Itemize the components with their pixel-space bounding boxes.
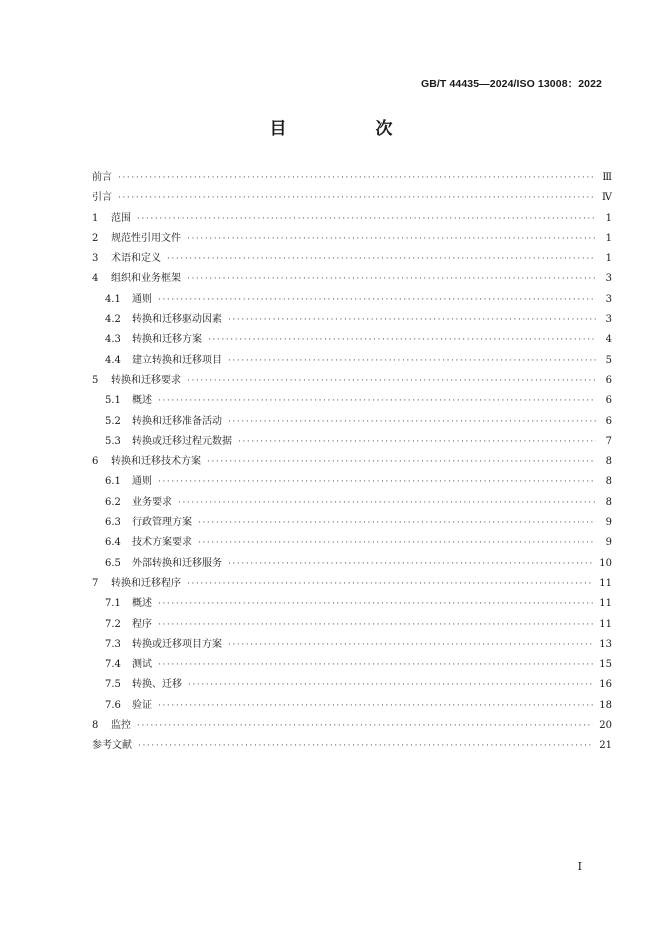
toc-entry-text: 转换或迁移项目方案 xyxy=(132,638,222,650)
toc-entry-number: 6 xyxy=(92,456,99,468)
toc-entry-text: 转换和迁移准备活动 xyxy=(132,415,222,427)
toc-entry-text: 术语和定义 xyxy=(111,253,161,265)
toc-leader-dots xyxy=(208,335,596,345)
toc-entry-number: 8 xyxy=(92,720,99,732)
toc-entry-label xyxy=(105,412,222,427)
toc-entry-page: 3 xyxy=(605,293,612,305)
toc-entry[interactable] xyxy=(92,188,612,208)
toc-entry-page: 3 xyxy=(605,273,612,285)
toc-entry[interactable] xyxy=(92,209,612,229)
toc-entry-number: 4 xyxy=(92,273,99,285)
standard-code: GB/T 44435—2024/ISO 13008：2022 xyxy=(420,78,602,90)
toc-leader-dots xyxy=(228,356,596,366)
toc-leader-dots xyxy=(137,214,596,224)
toc-entry[interactable] xyxy=(92,168,612,188)
toc-entry-number: 6.4 xyxy=(105,537,121,549)
toc-leader-dots xyxy=(158,701,593,711)
toc-entry-label xyxy=(105,432,232,447)
toc-entry-label xyxy=(92,249,161,264)
toc-leader-dots xyxy=(238,437,596,447)
toc-entry-label xyxy=(105,290,152,305)
toc-entry-text: 技术方案要求 xyxy=(132,537,192,549)
toc-entry-label xyxy=(92,269,181,284)
toc-entry-text: 转换和迁移驱动因素 xyxy=(132,314,222,326)
toc-entry[interactable] xyxy=(92,452,612,472)
toc-leader-dots xyxy=(228,640,593,650)
toc-entry-page: 1 xyxy=(605,253,612,265)
toc-entry-text: 转换、迁移 xyxy=(132,679,182,691)
toc-entry-label xyxy=(105,310,222,325)
toc-entry-page: 3 xyxy=(605,314,612,326)
toc-leader-dots xyxy=(118,173,596,183)
toc-entry-page: 11 xyxy=(599,598,612,610)
toc-entry-text: 程序 xyxy=(132,618,152,630)
toc-entry-label xyxy=(92,574,181,589)
toc-entry[interactable] xyxy=(92,615,612,635)
toc-entry[interactable] xyxy=(92,513,612,533)
toc-entry-text: 前言 xyxy=(92,172,112,183)
toc-entry-label xyxy=(105,513,192,528)
toc-entry-text: 建立转换和迁移项目 xyxy=(132,354,222,366)
toc-entry[interactable] xyxy=(92,330,612,350)
toc-entry-number: 6.5 xyxy=(105,557,121,569)
toc-entry-text: 转换和迁移技术方案 xyxy=(111,456,201,468)
toc-entry-label xyxy=(92,736,132,751)
toc-entry-text: 组织和业务框架 xyxy=(111,273,181,285)
toc-entry-label xyxy=(105,675,182,690)
toc-entry[interactable] xyxy=(92,716,612,736)
toc-leader-dots xyxy=(187,274,596,284)
toc-leader-dots xyxy=(118,193,596,203)
toc-leader-dots xyxy=(198,538,596,548)
toc-entry[interactable] xyxy=(92,310,612,330)
toc-leader-dots xyxy=(187,376,596,386)
toc-entry-text: 概述 xyxy=(132,598,152,610)
toc-entry-page: 4 xyxy=(605,334,612,346)
toc-entry[interactable] xyxy=(92,533,612,553)
toc-entry-label xyxy=(92,371,181,386)
toc-leader-dots xyxy=(187,579,593,589)
toc-entry-text: 引言 xyxy=(92,192,112,204)
toc-entry-text: 转换或迁移过程元数据 xyxy=(132,435,232,447)
toc-entry[interactable] xyxy=(92,412,612,432)
toc-leader-dots xyxy=(167,254,596,264)
toc-entry-text: 概述 xyxy=(132,395,152,407)
toc-entry[interactable] xyxy=(92,696,612,716)
toc-entry-page: 9 xyxy=(605,517,612,529)
toc-entry-number: 4.4 xyxy=(105,354,121,366)
toc-entry-number: 7.6 xyxy=(105,699,121,711)
toc-entry-label xyxy=(105,330,202,345)
toc-entry-page: 11 xyxy=(599,577,612,589)
toc-entry-text: 通则 xyxy=(132,476,152,488)
toc-entry-page: 1 xyxy=(605,212,612,224)
toc-entry-page: 20 xyxy=(599,720,612,732)
toc-entry-page: 1 xyxy=(605,232,612,244)
toc-entry-label xyxy=(105,696,152,711)
toc-entry-page: 16 xyxy=(599,679,612,691)
toc-entry-text: 测试 xyxy=(132,659,152,671)
toc-leader-dots xyxy=(158,295,596,305)
toc-entry[interactable] xyxy=(92,391,612,411)
toc-leader-dots xyxy=(158,660,593,670)
toc-entry-label xyxy=(105,554,222,569)
toc-entry-label xyxy=(92,452,201,467)
toc-entry-number: 4.1 xyxy=(105,293,121,305)
toc-leader-dots xyxy=(228,559,593,569)
toc-entry-label xyxy=(92,188,112,203)
toc-entry-page: 13 xyxy=(599,638,612,650)
toc-entry[interactable] xyxy=(92,493,612,513)
toc-entry-number: 6.3 xyxy=(105,517,121,529)
toc-entry[interactable] xyxy=(92,371,612,391)
toc-entry-page: 15 xyxy=(599,659,612,671)
toc-entry[interactable] xyxy=(92,249,612,269)
toc-entry-number: 1 xyxy=(92,212,99,224)
toc-entry-number: 7.5 xyxy=(105,679,121,691)
toc-entry-label xyxy=(105,635,222,650)
toc-entry-page: 21 xyxy=(599,740,612,752)
toc-entry[interactable] xyxy=(92,635,612,655)
toc-leader-dots xyxy=(178,498,596,508)
toc-entry[interactable] xyxy=(92,736,612,756)
toc-leader-dots xyxy=(158,477,596,487)
toc-leader-dots xyxy=(158,396,596,406)
toc-entry-page: 11 xyxy=(599,618,612,630)
toc-entry[interactable] xyxy=(92,574,612,594)
toc-leader-dots xyxy=(138,741,593,751)
toc-entry-number: 7.2 xyxy=(105,618,121,630)
toc-entry[interactable] xyxy=(92,472,612,492)
toc-entry[interactable] xyxy=(92,675,612,695)
toc-entry-page: 18 xyxy=(599,699,612,711)
toc-entry-label xyxy=(92,229,181,244)
toc-entry-label xyxy=(92,168,112,183)
toc-entry-page: 8 xyxy=(605,496,612,508)
toc-entry-page: 8 xyxy=(605,456,612,468)
toc-entry-number: 5.3 xyxy=(105,435,121,447)
toc-entry-number: 6.2 xyxy=(105,496,121,508)
toc-entry-number: 6.1 xyxy=(105,476,121,488)
toc-entry-label xyxy=(105,615,152,630)
toc-entry-label xyxy=(105,472,152,487)
toc-leader-dots xyxy=(187,234,596,244)
toc-entry-label xyxy=(105,493,172,508)
toc-entry-text: 规范性引用文件 xyxy=(111,232,181,244)
toc-entry-text: 转换和迁移要求 xyxy=(111,374,181,386)
toc-entry[interactable] xyxy=(92,269,612,289)
table-of-contents xyxy=(92,168,612,757)
toc-entry-text: 行政管理方案 xyxy=(132,517,192,529)
toc-entry-number: 7.3 xyxy=(105,638,121,650)
toc-entry-page: 7 xyxy=(605,435,612,447)
page-number: I xyxy=(577,860,582,873)
toc-entry-text: 转换和迁移程序 xyxy=(111,577,181,589)
toc-entry[interactable] xyxy=(92,655,612,675)
toc-entry-number: 4.2 xyxy=(105,314,121,326)
toc-entry-number: 4.3 xyxy=(105,334,121,346)
toc-leader-dots xyxy=(158,620,593,630)
toc-entry[interactable] xyxy=(92,290,612,310)
toc-entry-label xyxy=(105,351,222,366)
toc-leader-dots xyxy=(207,457,596,467)
toc-entry-number: 7.4 xyxy=(105,659,121,671)
toc-leader-dots xyxy=(228,315,596,325)
toc-entry[interactable] xyxy=(92,594,612,614)
toc-entry-text: 通则 xyxy=(132,293,152,305)
toc-entry[interactable] xyxy=(92,554,612,574)
toc-entry-text: 业务要求 xyxy=(132,496,172,508)
toc-entry-page: 9 xyxy=(605,537,612,549)
toc-entry-text: 转换和迁移方案 xyxy=(132,334,202,346)
toc-leader-dots xyxy=(198,518,596,528)
toc-entry-label xyxy=(92,209,131,224)
toc-entry-number: 5.1 xyxy=(105,395,121,407)
toc-entry-page: 8 xyxy=(605,476,612,488)
toc-entry-number: 7 xyxy=(92,577,99,589)
toc-entry-label xyxy=(105,655,152,670)
toc-entry-number: 5.2 xyxy=(105,415,121,427)
toc-entry-number: 2 xyxy=(92,232,99,244)
toc-entry-page: 6 xyxy=(605,374,612,386)
toc-entry-label xyxy=(105,391,152,406)
toc-leader-dots xyxy=(158,599,593,609)
toc-entry-number: 3 xyxy=(92,253,99,265)
toc-entry-page: 6 xyxy=(605,415,612,427)
toc-entry-label xyxy=(105,594,152,609)
toc-entry-label xyxy=(92,716,131,731)
toc-entry-page: Ⅲ xyxy=(602,172,612,183)
toc-entry-page: 6 xyxy=(605,395,612,407)
toc-entry-text: 范围 xyxy=(111,212,131,224)
page-title: 目 次 xyxy=(269,119,429,139)
toc-entry-page: Ⅳ xyxy=(602,192,612,204)
toc-leader-dots xyxy=(137,721,593,731)
toc-entry-text: 监控 xyxy=(111,720,131,732)
toc-entry[interactable] xyxy=(92,432,612,452)
toc-leader-dots xyxy=(188,680,593,690)
toc-entry-number: 7.1 xyxy=(105,598,121,610)
toc-entry[interactable] xyxy=(92,229,612,249)
toc-entry-text: 外部转换和迁移服务 xyxy=(132,557,222,569)
toc-entry-label xyxy=(105,533,192,548)
toc-leader-dots xyxy=(228,417,596,427)
toc-entry-text: 验证 xyxy=(132,699,152,711)
toc-entry-number: 5 xyxy=(92,374,99,386)
toc-entry[interactable] xyxy=(92,351,612,371)
toc-entry-text: 参考文献 xyxy=(92,740,132,752)
toc-entry-page: 10 xyxy=(599,557,612,569)
toc-entry-page: 5 xyxy=(605,354,612,366)
